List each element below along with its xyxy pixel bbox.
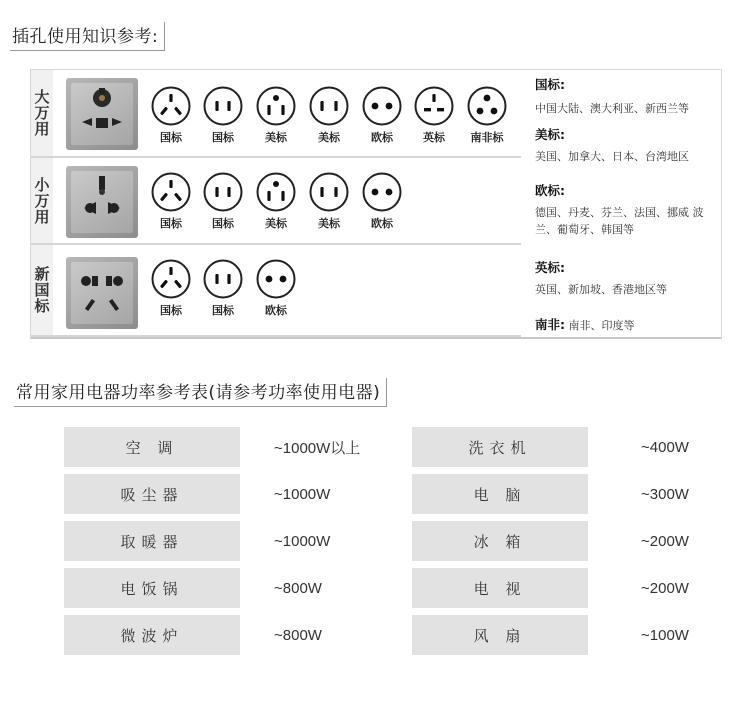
socket-nanfei-icon	[464, 86, 510, 145]
socket-standard-label: 南非标	[470, 131, 504, 144]
socket-standard-label: 国标	[212, 304, 234, 317]
appliance-power: ~800W	[274, 626, 322, 644]
socket-photo-icon	[66, 257, 138, 329]
socket-standard-label: 国标	[160, 217, 182, 230]
info-meibiao: 美标: 美国、加拿大、日本、台湾地区	[535, 127, 689, 163]
socket-oubiao-icon	[253, 259, 299, 318]
appliance-name: 电饭锅	[64, 568, 240, 608]
socket-standard-label: 国标	[212, 131, 234, 144]
socket-standard-label: 美标	[318, 131, 340, 144]
socket-standard-label: 国标	[212, 217, 234, 230]
socket-standard-label: 美标	[265, 131, 287, 144]
socket-row-label: 小万用	[31, 158, 53, 243]
appliance-power: ~100W	[641, 626, 689, 644]
power-section-title: 常用家用电器功率参考表(请参考功率使用电器)	[14, 378, 387, 407]
socket-oubiao-icon	[359, 86, 405, 145]
socket-row	[31, 245, 521, 337]
socket-standard-label: 欧标	[371, 131, 393, 144]
socket-photo-icon	[66, 78, 138, 150]
socket-standard-label: 欧标	[265, 304, 287, 317]
socket-reference-panel	[30, 69, 722, 339]
appliance-name: 电 脑	[412, 474, 588, 514]
appliance-name: 空 调	[64, 427, 240, 467]
socket-meibiao2-icon	[306, 86, 352, 145]
socket-section-title: 插孔使用知识参考:	[10, 22, 165, 51]
appliance-power: ~400W	[641, 438, 689, 456]
socket-guobiao3-icon	[148, 172, 194, 231]
socket-guobiao2-icon	[200, 259, 246, 318]
info-yingbiao: 英标: 英国、新加坡、香港地区等	[535, 260, 667, 296]
appliance-name: 洗衣机	[412, 427, 588, 467]
socket-row-label: 大万用	[31, 70, 53, 156]
appliance-name: 冰 箱	[412, 521, 588, 561]
info-oubiao: 欧标: 德国、丹麦、芬兰、法国、挪威 波兰、葡萄牙、韩国等	[535, 183, 704, 236]
socket-standard-label: 英标	[423, 131, 445, 144]
socket-row	[31, 158, 521, 245]
socket-yingbiao-icon	[411, 86, 457, 145]
socket-row	[31, 70, 521, 158]
socket-standard-label: 国标	[160, 131, 182, 144]
socket-guobiao2-icon	[200, 172, 246, 231]
appliance-power: ~200W	[641, 532, 689, 550]
appliance-power: ~200W	[641, 579, 689, 597]
socket-photo-icon	[66, 166, 138, 238]
appliance-name: 风 扇	[412, 615, 588, 655]
info-nanfei: 南非: 南非、印度等	[535, 317, 635, 332]
socket-oubiao-icon	[359, 172, 405, 231]
socket-meibiao3-icon	[253, 86, 299, 145]
socket-row-label: 新国标	[31, 245, 53, 335]
socket-meibiao2-icon	[306, 172, 352, 231]
socket-standard-label: 美标	[318, 217, 340, 230]
socket-meibiao3-icon	[253, 172, 299, 231]
socket-guobiao3-icon	[148, 259, 194, 318]
appliance-power: ~1000W	[274, 532, 331, 550]
socket-standard-label: 国标	[160, 304, 182, 317]
appliance-name: 吸尘器	[64, 474, 240, 514]
appliance-name: 电 视	[412, 568, 588, 608]
socket-guobiao3-icon	[148, 86, 194, 145]
appliance-power: ~300W	[641, 485, 689, 503]
info-guobiao: 国标: 中国大陆、澳大利亚、新西兰等	[535, 77, 689, 115]
appliance-name: 微波炉	[64, 615, 240, 655]
socket-standard-label: 美标	[265, 217, 287, 230]
appliance-power: ~1000W以上	[274, 439, 361, 457]
appliance-name: 取暖器	[64, 521, 240, 561]
socket-standard-label: 欧标	[371, 217, 393, 230]
appliance-power: ~800W	[274, 579, 322, 597]
appliance-power: ~1000W	[274, 485, 331, 503]
socket-guobiao2-icon	[200, 86, 246, 145]
